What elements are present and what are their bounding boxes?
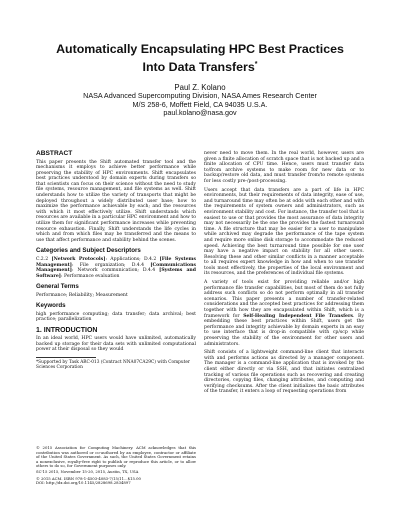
author-address: M/S 258-6, Moffett Field, CA 94035 U.S.A. [132,99,268,109]
cat-0-post: : Applications; D.4.2 [105,256,160,262]
keywords-heading: Keywords [36,302,66,310]
general-terms-text: Performance; Reliability; Measurement [36,292,128,298]
cat-1-bold: [File Systems Management] [36,256,196,268]
right-paragraph-1: never need to move them. In the real world, however, users are given a finite allocation of scratch space that is not backed up and a finite allocation of CPU time. Hence, users must transfer data to/from archive systems to make room for new data or to backup/restore old data, and must transfer from/to remote systems for less costly pre-/post-processing. [204,151,364,184]
categories-heading: Categories and Subject Descriptors [36,247,141,255]
right-paragraph-3 [204,280,364,347]
left-column [36,150,196,370]
paper-title-line-2-text: Into Data Transfers [142,60,255,75]
introduction-text: In an ideal world, HPC users would have unlimited, automatically backed up storage for their data sets with unlimited computational power at their disposal so they would [36,336,196,353]
cat-0-bold: [Network Protocols] [51,256,106,262]
categories-text [36,257,196,279]
footnote-rule [36,357,96,358]
author-affiliation: NASA Advanced Supercomputing Division, NASA Ames Research Center [83,91,317,101]
right-paragraph-3-pre: A variety of tools exist for providing reliable and/or high performance file transfer capabilities, but most of them do not fully address such conflicts so do not perform optimally in all transfer scenarios. This paper presents a number of transfer-related considerations and the accepted best practices for addressing them together with how they are encapsulated within Shift, which is a framework for [204,280,364,319]
title-footnote-mark: * [254,61,258,68]
cat-2-bold: [Communications Management] [36,262,196,274]
shift-acronym-expansion: Self-Healing Independent File Transfers [243,313,353,319]
cat-1-post: : File organization; D.4.4 [71,262,151,268]
footnote-text: *Supported by Task ARC-013 (Contract NNA07CA29C) with Computer Sciences Corporation [36,359,190,371]
cat-2-post: : Network communication; D.4.4 [71,268,160,274]
author-block [60,84,340,118]
paper-title-line-2 [40,57,360,75]
paper-title [40,42,360,75]
paper-title-line-1: Automatically Encapsulating HPC Best Practices [56,42,344,56]
doi-info: © 2015 ACM. ISBN 978-1-4503-4083-7/15/11...$15.00 DOI: http://dx.doi.org/10.1145/2828698.2834897 [36,475,141,486]
right-paragraph-4: Shift consists of a lightweight command-line client that interacts with and performs actions as directed by a manager component. The manager is a command-line application that is invoked by the client either directly or via SSH, and that initiates centralized tracking of various file operations such as recovering and creating directories, copying files, changing attributes, and computing and verifying checksums. After the client initializes the basic attributes of the transfer, it enters a loop of requesting operations from [204,350,364,395]
abstract-heading: ABSTRACT [36,150,73,157]
right-paragraph-2: Users accept that data transfers are a part of life in HPC environments, but their requirements of data integrity, ease of use, and turnaround time may often be at odds with each other and with the requirements of system owners and administrators, such as environment stability and cost. For instance, the transfer tool that is easiest to use or that provides the most assurance of data integrity may not necessarily be the one the provides the fastest turnaround time. A file structure that may be easier for a user to manipulate while archived may degrade the performance of the tape system and require more online disk storage to accommodate the reduced speed. Achieving the best turnaround time possible for one user may have a negative impact on stability for all other users. Resolving these and other similar conflicts in a manner acceptable to all requires expert knowledge in how and when to use transfer tools most effectively, the properties of the local environment and its resources, and the preferences of individual file systems. [204,187,364,277]
conference-info: SC'15 2015, November 15-20, 2015, Austin, TX, USA [36,469,139,475]
author-name: Paul Z. Kolano [174,83,226,92]
abstract-text: This paper presents the Shift automated transfer tool and the mechanisms it employs to achieve better performance while preserving the stability of HPC environments. Shift encapsulates best practices understood by domain experts during transfers so that scientists can focus on their science without the need to study file systems, resource management, and file systems as well. Shift understands how to utilize the variety of transports that might be deployed throughout a widely distributed user base; how to maximize the performance achievable by each; and the resources with which it most effectively utilize. Shift understands which resources are available in a particular HPC environment and how to utilize them for significant performance increases while preventing resource exhaustion. Finally, Shift understands the life cycles in which and from which files may be transferred and the means to use that affect performance and stability behind the scenes. [36,159,196,243]
cat-3-post: : Performance evaluation [60,273,120,279]
author-email: paul.kolano@nasa.gov [163,108,237,118]
right-paragraph-3-post: . By embedding these best practices within Shift, users get the performance and integrity achievable by domain experts in an easy to use interface that is drop-in compatible with cp/scp while preserving the stability of the environment for other users and administrators. [204,313,364,347]
copyright-block [36,446,196,487]
cat-3-bold: [Systems and Software] [36,268,196,279]
right-column [204,151,364,398]
general-terms-heading: General Terms [36,283,79,291]
copyright-notice: © 2015 Association for Computing Machinery. ACM acknowledges that this contribution was authored or co-authored by an employee, contractor or affiliate of the United States Government. As such, the United States Government retains a nonexclusive, royalty-free right to publish or reproduce this article, or to allow others to do so, for Government purposes only. [36,445,196,469]
introduction-heading: 1. INTRODUCTION [36,327,98,335]
cat-0-pre: C.2.2 [36,256,52,262]
keywords-text: high performance computing; data transfer; data archival; best practice; parallelization [36,311,196,323]
